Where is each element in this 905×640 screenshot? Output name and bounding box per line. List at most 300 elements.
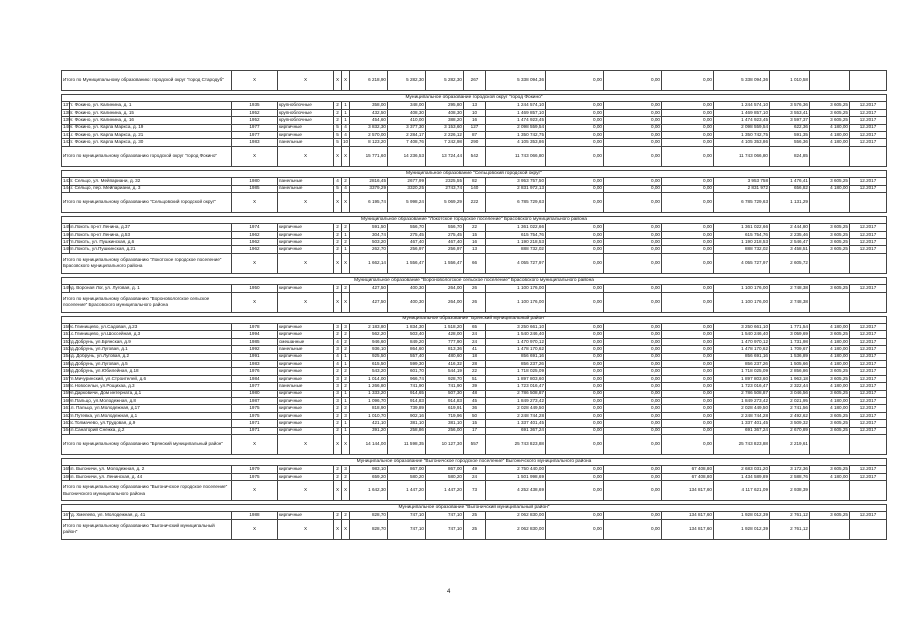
total-area: 936,10 <box>350 346 388 353</box>
repair-cost: 25 743 823,88 <box>486 434 546 454</box>
floors: 2 <box>334 109 342 116</box>
address: с.Глинищево, ул.Шоссейная, д.3 <box>70 331 232 338</box>
fund-regional: 0,00 <box>604 109 662 116</box>
fund-federal: 0,00 <box>546 146 604 166</box>
fund-local: 0,00 <box>662 346 714 353</box>
residents: 17 <box>464 427 486 434</box>
planned-date <box>850 71 887 91</box>
fund-federal: 0,00 <box>546 324 604 331</box>
repair-cost: 1 337 401,45 <box>486 420 546 427</box>
entrances: 1 <box>342 102 350 109</box>
total-row <box>62 71 887 91</box>
unit-cost: 1 476,41 <box>770 178 810 185</box>
fund-regional: 0,00 <box>604 124 662 131</box>
max-unit-cost: 3 605,25 <box>810 224 850 231</box>
residents: 51 <box>464 375 486 382</box>
private-area: 467,40 <box>426 239 464 246</box>
fund-local: 0,00 <box>662 102 714 109</box>
max-unit-cost <box>810 192 850 212</box>
total-area: 946,60 <box>350 338 388 345</box>
total-row <box>62 434 887 454</box>
repair-cost: 2 248 744,28 <box>486 412 546 419</box>
entrances: 3 <box>342 324 350 331</box>
residents: 16 <box>464 117 486 124</box>
planned-date: 12.2017 <box>850 383 887 390</box>
residents: 87 <box>464 131 486 138</box>
fund-regional: 0,00 <box>604 192 662 212</box>
residents: 25 <box>464 519 486 539</box>
max-unit-cost <box>810 71 850 91</box>
entrances: 2 <box>342 331 350 338</box>
repair-cost: 1 478 170,62 <box>486 346 546 353</box>
row-number: 162 <box>63 412 71 418</box>
address: г. Фокино, ул. Карла Маркса, д. 19 <box>70 124 232 131</box>
unit-cost: 2 741,56 <box>770 405 810 412</box>
unit-cost: 1 010,58 <box>770 71 810 91</box>
fund-federal: 0,00 <box>546 383 604 390</box>
max-unit-cost: 3 605,25 <box>810 375 850 382</box>
page-number: 4 <box>447 589 451 595</box>
year-built: 1976 <box>232 368 278 375</box>
residents: 127 <box>464 124 486 131</box>
max-unit-cost: 4 180,00 <box>810 185 850 192</box>
private-area: 295,80 <box>426 102 464 109</box>
year-built: 1952 <box>232 117 278 124</box>
table-row <box>62 420 887 427</box>
x-mark: X <box>342 146 350 166</box>
floors: 3 <box>334 346 342 353</box>
private-area: 544,19 <box>426 368 464 375</box>
planned-date: 12.2017 <box>850 375 887 382</box>
planned-date: 12.2017 <box>850 427 887 434</box>
x-mark: X <box>342 253 350 273</box>
fund-owners: 1 540 246,40 <box>714 331 770 338</box>
max-unit-cost: 4 180,00 <box>810 360 850 367</box>
total-area: 562,20 <box>350 331 388 338</box>
address: с.Глинищево, ул.Садовая, д.23 <box>70 324 232 331</box>
entrances: 2 <box>342 405 350 412</box>
fund-federal: 0,00 <box>546 360 604 367</box>
max-unit-cost: 3 605,25 <box>810 231 850 238</box>
floors: 2 <box>334 224 342 231</box>
row-number: 144 <box>63 185 71 191</box>
max-unit-cost: 3 605,25 <box>810 239 850 246</box>
repair-cost: 4 105 353,86 <box>486 139 546 146</box>
private-area: 867,00 <box>426 466 464 473</box>
floors: 4 <box>334 360 342 367</box>
residents: 28 <box>464 360 486 367</box>
unit-cost: 1 771,54 <box>770 324 810 331</box>
residents: 36 <box>464 405 486 412</box>
max-unit-cost: 4 180,00 <box>810 324 850 331</box>
fund-owners: 1 849 273,42 <box>714 397 770 404</box>
unit-cost: 3 059,69 <box>770 331 810 338</box>
residents: 15 <box>464 231 486 238</box>
row-number: 164 <box>63 427 71 433</box>
max-unit-cost: 4 180,00 <box>810 131 850 138</box>
private-area: 1 518,20 <box>426 324 464 331</box>
row-number: 152 <box>63 338 71 344</box>
entrances: 2 <box>342 285 350 292</box>
unit-cost: 2 021,95 <box>770 397 810 404</box>
address: п. Пальцо, ул.Молодежная, д.17 <box>70 405 232 412</box>
entrances: 1 <box>342 420 350 427</box>
entrances: 1 <box>342 246 350 253</box>
table-row <box>62 224 887 231</box>
planned-date <box>850 292 887 312</box>
unit-cost: 3 172,36 <box>770 466 810 473</box>
x-mark: X <box>278 71 334 91</box>
fund-local: 67 408,80 <box>662 466 714 473</box>
fund-federal: 0,00 <box>546 292 604 312</box>
max-unit-cost <box>810 253 850 273</box>
wall-material: кирпичные <box>278 412 334 419</box>
fund-regional: 0,00 <box>604 324 662 331</box>
table-row <box>62 124 887 131</box>
address: с.Новосельи, ул.Рощихаа, д.3 <box>70 383 232 390</box>
address: д. Вороная Лог, ул. Луговая, д. 1 <box>70 285 232 292</box>
x-mark: X <box>334 481 342 501</box>
floors: 2 <box>334 405 342 412</box>
residents: 22 <box>464 224 486 231</box>
x-mark: X <box>342 434 350 454</box>
wall-material: панельные <box>278 346 334 353</box>
fund-federal: 0,00 <box>546 239 604 246</box>
row-number: 163 <box>63 420 71 425</box>
floors: 2 <box>334 466 342 473</box>
table-row <box>62 139 887 146</box>
residents: 22 <box>464 368 486 375</box>
max-unit-cost: 4 180,00 <box>810 139 850 146</box>
fund-regional: 0,00 <box>604 368 662 375</box>
fund-regional: 0,00 <box>604 224 662 231</box>
unit-cost: 3 509,32 <box>770 420 810 427</box>
max-unit-cost <box>810 146 850 166</box>
fund-federal: 0,00 <box>546 192 604 212</box>
table-row <box>62 353 887 360</box>
total-label: Итого по муниципальному образованию городской округ "город Фокино" <box>62 146 232 166</box>
total-area: 454,60 <box>350 117 388 124</box>
fund-federal: 0,00 <box>546 412 604 419</box>
fund-local: 134 817,60 <box>662 512 714 519</box>
max-unit-cost: 4 180,00 <box>810 353 850 360</box>
fund-local: 0,00 <box>662 324 714 331</box>
private-area: 556,70 <box>426 224 464 231</box>
table-row <box>62 131 887 138</box>
year-built: 1979 <box>232 466 278 473</box>
private-area: 1 447,20 <box>426 481 464 501</box>
repair-cost: 1 361 022,66 <box>486 224 546 231</box>
fund-owners: 1 337 401,45 <box>714 420 770 427</box>
residents: 24 <box>464 338 486 345</box>
fund-regional: 0,00 <box>604 375 662 382</box>
floors: 2 <box>334 512 342 519</box>
floors: 5 <box>334 124 342 131</box>
planned-date <box>850 481 887 501</box>
table-row <box>62 185 887 192</box>
fund-local: 0,00 <box>662 427 714 434</box>
planned-date: 12.2017 <box>850 231 887 238</box>
row-number: 151 <box>63 331 71 337</box>
section-header-row <box>62 316 887 323</box>
unit-cost: 2 546,47 <box>770 239 810 246</box>
unit-cost: 2 748,38 <box>770 285 810 292</box>
repair-cost: 2 750 440,00 <box>486 466 546 473</box>
fund-federal: 0,00 <box>546 368 604 375</box>
fund-federal: 0,00 <box>546 420 604 427</box>
floors: 2 <box>334 117 342 124</box>
x-mark: X <box>334 146 342 166</box>
row-number: 145 <box>63 224 71 230</box>
year-built: 1977 <box>232 124 278 131</box>
private-area: 264,00 <box>426 292 464 312</box>
unit-cost: 2 322,44 <box>770 383 810 390</box>
x-mark: X <box>334 253 342 273</box>
table-row <box>62 117 887 124</box>
total-area: 1 333,20 <box>350 390 388 397</box>
wall-material: кирпичные <box>278 331 334 338</box>
residents: 557 <box>464 434 486 454</box>
living-area: 1 834,30 <box>388 324 426 331</box>
unit-cost: 2 938,39 <box>770 481 810 501</box>
wall-material: кирпичные <box>278 353 334 360</box>
fund-local: 0,00 <box>662 253 714 273</box>
fund-owners: 1 434 589,89 <box>714 473 770 480</box>
fund-regional: 0,00 <box>604 285 662 292</box>
x-mark: X <box>232 192 278 212</box>
fund-local: 0,00 <box>662 338 714 345</box>
residents: 50 <box>464 412 486 419</box>
fund-owners: 856 237,26 <box>714 360 770 367</box>
total-label: Итого по муниципальному образованию "Вороновологское сельское поселение" Брасовского муниципального района <box>62 292 232 312</box>
total-area: 1 266,80 <box>350 383 388 390</box>
wall-material: кирпичные <box>278 224 334 231</box>
unit-cost: 3 553,41 <box>770 109 810 116</box>
fund-federal: 0,00 <box>546 224 604 231</box>
entrances: 4 <box>342 131 350 138</box>
total-area: 2 570,00 <box>350 131 388 138</box>
living-area: 739,89 <box>388 405 426 412</box>
private-area: 719,96 <box>426 412 464 419</box>
section-title: Муниципальное образование "Сельцовский городской округ" <box>62 170 887 177</box>
residents: 15 <box>464 420 486 427</box>
floors: 5 <box>334 185 342 192</box>
fund-local: 0,00 <box>662 434 714 454</box>
row-number: 157 <box>63 375 71 381</box>
residents: 10 <box>464 109 486 116</box>
planned-date: 12.2017 <box>850 331 887 338</box>
entrances: 4 <box>342 185 350 192</box>
fund-local: 0,00 <box>662 224 714 231</box>
table-row <box>62 405 887 412</box>
fund-regional: 0,00 <box>604 131 662 138</box>
fund-local: 0,00 <box>662 397 714 404</box>
fund-owners: 3 250 661,10 <box>714 324 770 331</box>
total-area: 818,90 <box>350 405 388 412</box>
max-unit-cost: 3 605,25 <box>810 117 850 124</box>
fund-regional: 0,00 <box>604 331 662 338</box>
total-area: 8 123,20 <box>350 139 388 146</box>
planned-date: 12.2017 <box>850 405 887 412</box>
residents: 82 <box>464 178 486 185</box>
address: д. Хмелево, ул. Молодежная, д. 41 <box>70 512 232 519</box>
floors: 2 <box>334 331 342 338</box>
fund-federal: 0,00 <box>546 346 604 353</box>
residents: 45 <box>464 397 486 404</box>
table-row <box>62 246 887 253</box>
wall-material: кирпичные <box>278 397 334 404</box>
max-unit-cost: 3 605,25 <box>810 427 850 434</box>
entrances: 3 <box>342 466 350 473</box>
year-built: 1962 <box>232 246 278 253</box>
fund-local: 0,00 <box>662 231 714 238</box>
private-area: 264,00 <box>426 285 464 292</box>
floors: 5 <box>334 131 342 138</box>
private-area: 777,90 <box>426 338 464 345</box>
fund-local: 0,00 <box>662 383 714 390</box>
year-built: 1977 <box>232 383 278 390</box>
address: д.Добрунь, ул.Брянская, д.9 <box>70 338 232 345</box>
fund-regional: 0,00 <box>604 178 662 185</box>
living-area: 381,10 <box>388 420 426 427</box>
address: п.Локоть пр-кт Ленина, д.53 <box>70 231 232 238</box>
fund-local: 0,00 <box>662 405 714 412</box>
fund-local: 0,00 <box>662 353 714 360</box>
fund-federal: 0,00 <box>546 246 604 253</box>
wall-material: кирпичные <box>278 124 334 131</box>
max-unit-cost: 3 605,25 <box>810 466 850 473</box>
planned-date: 12.2017 <box>850 178 887 185</box>
repair-cost: 1 501 998,69 <box>486 473 546 480</box>
fund-federal: 0,00 <box>546 375 604 382</box>
fund-owners: 615 754,76 <box>714 231 770 238</box>
repair-cost: 2 062 830,00 <box>486 519 546 539</box>
fund-federal: 0,00 <box>546 253 604 273</box>
unit-cost: 824,85 <box>770 146 810 166</box>
fund-federal: 0,00 <box>546 466 604 473</box>
fund-local: 0,00 <box>662 420 714 427</box>
private-area: 381,10 <box>426 420 464 427</box>
year-built: 1974 <box>232 224 278 231</box>
private-area: 7 242,98 <box>426 139 464 146</box>
floors: 2 <box>334 102 342 109</box>
total-area: 1 662,14 <box>350 253 388 273</box>
fund-owners: 1 474 923,45 <box>714 117 770 124</box>
private-area: 928,70 <box>426 375 464 382</box>
table-row <box>62 368 887 375</box>
year-built: 1991 <box>232 353 278 360</box>
fund-federal: 0,00 <box>546 331 604 338</box>
fund-regional: 0,00 <box>604 519 662 539</box>
year-built: 1971 <box>232 427 278 434</box>
fund-owners: 1 100 176,00 <box>714 285 770 292</box>
x-mark: X <box>232 481 278 501</box>
row-number: 146 <box>63 231 71 237</box>
section-header-row <box>62 458 887 465</box>
x-mark: X <box>278 481 334 501</box>
address: д.Добрунь, ул.Юбилейная, д.18 <box>70 368 232 375</box>
total-row <box>62 146 887 166</box>
planned-date: 12.2017 <box>850 390 887 397</box>
fund-owners: 2 831 972 <box>714 185 770 192</box>
fund-regional: 0,00 <box>604 512 662 519</box>
fund-federal: 0,00 <box>546 285 604 292</box>
total-area: 6 195,74 <box>350 192 388 212</box>
total-area: 1 014,00 <box>350 375 388 382</box>
table-row <box>62 412 887 419</box>
total-area: 427,50 <box>350 285 388 292</box>
fund-regional: 0,00 <box>604 346 662 353</box>
fund-local: 0,00 <box>662 192 714 212</box>
x-mark: X <box>278 519 334 539</box>
repair-cost: 691 367,24 <box>486 427 546 434</box>
total-area: 1 010,70 <box>350 412 388 419</box>
unit-cost: 1 963,18 <box>770 375 810 382</box>
repair-cost: 1 100 176,00 <box>486 285 546 292</box>
residents: 49 <box>464 466 486 473</box>
total-area: 1 642,30 <box>350 481 388 501</box>
fund-federal: 0,00 <box>546 71 604 91</box>
year-built: 1975 <box>232 473 278 480</box>
fund-federal: 0,00 <box>546 481 604 501</box>
fund-regional: 0,00 <box>604 117 662 124</box>
x-mark: X <box>278 192 334 212</box>
fund-federal: 0,00 <box>546 131 604 138</box>
max-unit-cost <box>810 292 850 312</box>
repair-cost: 1 244 574,10 <box>486 102 546 109</box>
repair-cost: 1 469 857,10 <box>486 109 546 116</box>
residents: 41 <box>464 346 486 353</box>
planned-date: 12.2017 <box>850 420 887 427</box>
row-number: 160 <box>63 397 71 403</box>
register-sheet <box>61 70 886 540</box>
address: с.Толмачево, ул.Трудовая, д.9 <box>70 420 232 427</box>
fund-local: 0,00 <box>662 109 714 116</box>
fund-owners: 856 691,16 <box>714 353 770 360</box>
private-area: 580,20 <box>426 473 464 480</box>
repair-cost: 3 953 757,50 <box>486 178 546 185</box>
year-built: 1978 <box>232 324 278 331</box>
fund-local: 0,00 <box>662 71 714 91</box>
repair-cost: 888 732,02 <box>486 246 546 253</box>
living-area: 914,65 <box>388 390 426 397</box>
residents: 66 <box>464 253 486 273</box>
floors: 2 <box>334 473 342 480</box>
year-built: 1935 <box>232 102 278 109</box>
max-unit-cost: 4 180,00 <box>810 397 850 404</box>
x-mark: X <box>342 519 350 539</box>
residents: 140 <box>464 185 486 192</box>
repair-cost: 6 785 729,63 <box>486 192 546 212</box>
year-built: 1987 <box>232 397 278 404</box>
living-area: 849,20 <box>388 338 426 345</box>
fund-federal: 0,00 <box>546 473 604 480</box>
planned-date: 12.2017 <box>850 412 887 419</box>
table-row <box>62 324 887 331</box>
unit-cost: 1 709,67 <box>770 346 810 353</box>
private-area: 619,91 <box>426 405 464 412</box>
repair-cost: 11 743 066,80 <box>486 146 546 166</box>
fund-owners: 2 098 559,54 <box>714 124 770 131</box>
fund-regional: 0,00 <box>604 360 662 367</box>
row-number: 150 <box>63 323 71 329</box>
total-area: 391,20 <box>350 427 388 434</box>
wall-material: кирпичные <box>278 427 334 434</box>
private-area: 5 282,30 <box>426 71 464 91</box>
residents: 16 <box>464 239 486 246</box>
address: г. Фокино, ул. Калинина, д. 16 <box>70 117 232 124</box>
x-mark: X <box>342 481 350 501</box>
